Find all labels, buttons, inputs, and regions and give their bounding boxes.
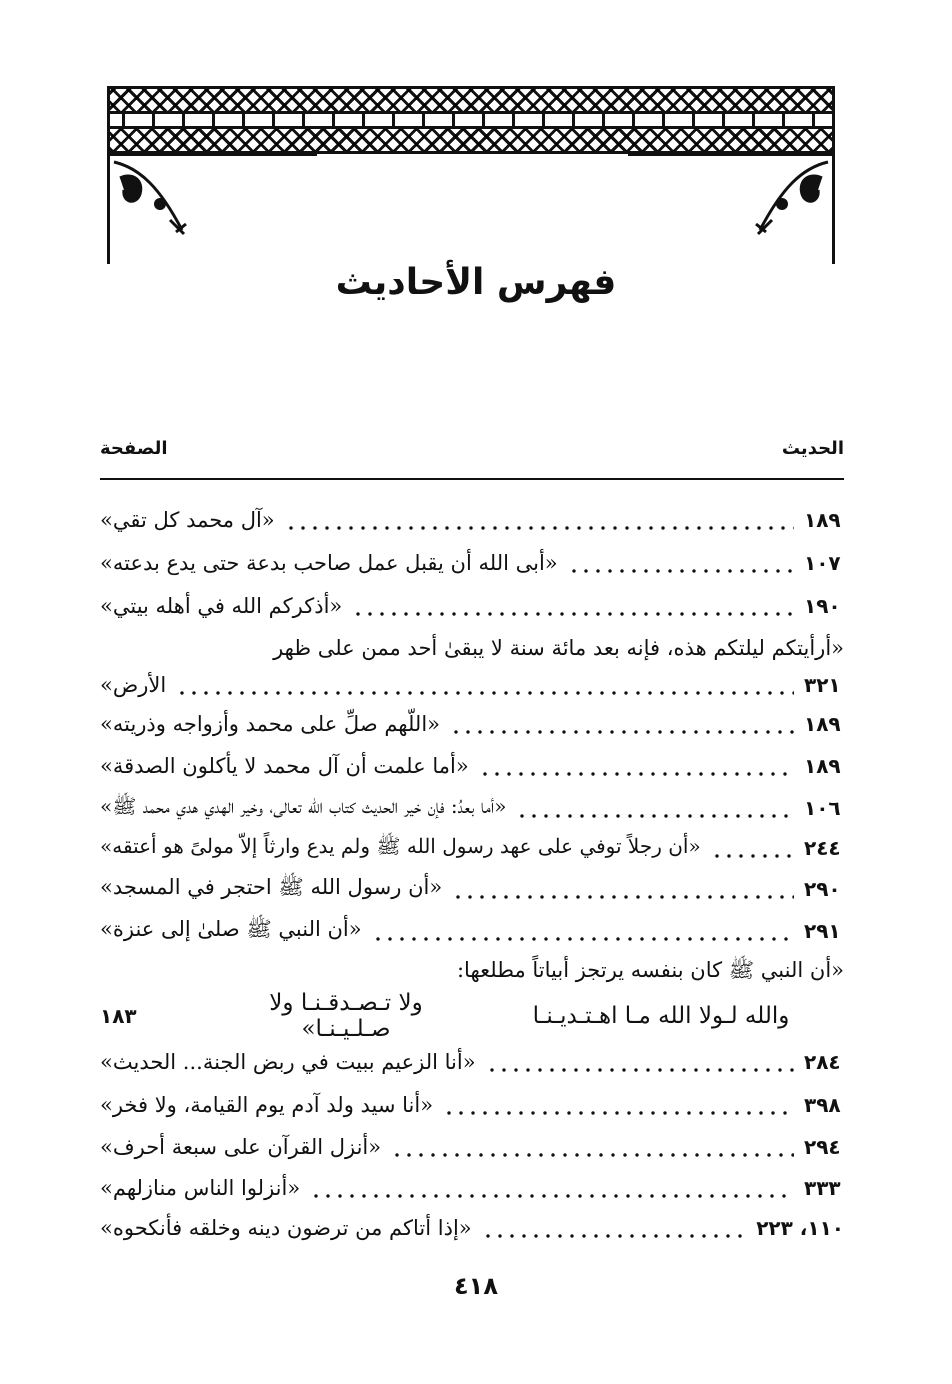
entry-text: «أن رسول الله ﷺ احتجر في المسجد»: [100, 874, 443, 899]
leader-dots: [450, 713, 794, 735]
index-entry: [100, 830, 844, 866]
page-number: ٤١٨: [454, 1272, 498, 1300]
index-entry: [100, 502, 844, 538]
entry-text: «اللّهم صلِّ على محمد وأزواجه وذريته»: [100, 712, 441, 736]
entry-page: ١٠٦: [804, 796, 841, 820]
index-entry: [100, 667, 844, 703]
index-entry: [100, 1170, 844, 1206]
index-entry: [100, 1044, 844, 1080]
index-entry: [100, 748, 844, 784]
entry-page: ١١٠، ٢٢٣: [756, 1216, 844, 1240]
leader-dots: [443, 1094, 794, 1116]
leader-dots: [486, 1051, 794, 1073]
leader-dots: [310, 1177, 794, 1199]
entry-page: ١٨٩: [804, 508, 841, 532]
index-entry-continued: [100, 630, 844, 666]
entry-page: ٢٤٤: [804, 836, 841, 860]
ornament-vertical-right: [832, 154, 835, 264]
entry-page: ٣٣٣: [804, 1176, 841, 1200]
entry-text: «أنزل القرآن على سبعة أحرف»: [100, 1135, 382, 1159]
entry-text: «أن رجلاً توفي على عهد رسول الله ﷺ ولم يدع وارثاً إلاّ مولىً هو أعتقه»: [100, 833, 701, 858]
leader-dots: [516, 797, 794, 819]
entry-page: ٢٩٠: [804, 877, 841, 901]
column-header-hadith: الحديث: [781, 438, 844, 459]
entry-page: ٣٢١: [804, 673, 841, 697]
entry-text: الأرض»: [100, 673, 167, 697]
index-entry: [100, 706, 844, 742]
entry-text: «أنا الزعيم ببيت في ربض الجنة... الحديث»: [100, 1050, 476, 1074]
entry-text: «أما بعدُ: فإن خير الحديث كتاب الله تعالى، وخير الهدي هدي محمد ﷺ»: [100, 793, 507, 818]
leader-dots: [711, 837, 794, 859]
entry-text: «أنزلوا الناس منازلهم»: [100, 1176, 301, 1200]
leader-dots: [285, 509, 794, 531]
leader-dots: [352, 595, 794, 617]
ornament-rule-left: [107, 152, 317, 156]
entry-text: «أرأيتكم ليلتكم هذه، فإنه بعد مائة سنة لا يبقىٰ أحد ممن على ظهر: [273, 636, 844, 660]
index-entry: [100, 545, 844, 581]
entry-page: ١٠٧: [804, 551, 841, 575]
corner-flourish-left-icon: [110, 158, 190, 238]
leader-dots: [452, 878, 794, 900]
entry-page: ٢٨٤: [804, 1050, 841, 1074]
leader-dots: [482, 1217, 747, 1239]
index-entry: [100, 790, 844, 826]
column-header-page: الصفحة: [100, 438, 168, 459]
poem-hemistich-second: ولا تـصـدقـنـا ولا صـلـيـنـا»: [269, 990, 423, 1042]
index-entry: [100, 1087, 844, 1123]
poem-hemistich-first: والله لـولا الله مـا اهـتـديـنـا: [532, 1003, 790, 1029]
index-entry-poem-intro: [100, 954, 844, 990]
leader-dots: [372, 920, 794, 942]
ornament-rule-right: [628, 152, 835, 156]
entry-text: «أذكركم الله في أهله بيتي»: [100, 594, 343, 618]
poem-verse: [100, 990, 844, 1042]
entry-text: «إذا أتاكم من ترضون دينه وخلقه فأنكحوه»: [100, 1216, 472, 1240]
entry-page: ٢٩١: [804, 919, 841, 943]
page-title: فهرس الأحاديث: [335, 262, 617, 303]
index-entry: [100, 1210, 844, 1246]
leader-dots: [479, 755, 794, 777]
entry-text: «أنا سيد ولد آدم يوم القيامة، ولا فخر»: [100, 1093, 434, 1117]
entry-text: «أن النبي ﷺ صلىٰ إلى عنزة»: [100, 916, 362, 941]
entry-page: ١٨٩: [804, 754, 841, 778]
entry-text: «أبى الله أن يقبل عمل صاحب بدعة حتى يدع بدعته»: [100, 551, 558, 575]
entry-text: «آل محمد كل تقي»: [100, 508, 275, 532]
leader-dots: [568, 552, 794, 574]
entry-text: «أما علمت أن آل محمد لا يأكلون الصدقة»: [100, 754, 469, 778]
corner-flourish-right-icon: [752, 158, 832, 238]
index-entry: [100, 1129, 844, 1165]
entry-page: ١٨٩: [804, 712, 841, 736]
leader-dots: [391, 1136, 794, 1158]
entry-page: ١٨٣: [100, 1004, 137, 1028]
entry-page: ١٩٠: [804, 594, 841, 618]
entry-text: «أن النبي ﷺ كان بنفسه يرتجز أبياتاً مطلعها:: [456, 957, 844, 982]
entry-page: ٣٩٨: [804, 1093, 841, 1117]
entry-page: ٢٩٤: [804, 1135, 841, 1159]
leader-dots: [176, 674, 794, 696]
index-entry: [100, 913, 844, 949]
ornamental-border-band: [107, 86, 835, 154]
header-rule: [100, 478, 844, 480]
index-entry: [100, 871, 844, 907]
index-entry: [100, 588, 844, 624]
